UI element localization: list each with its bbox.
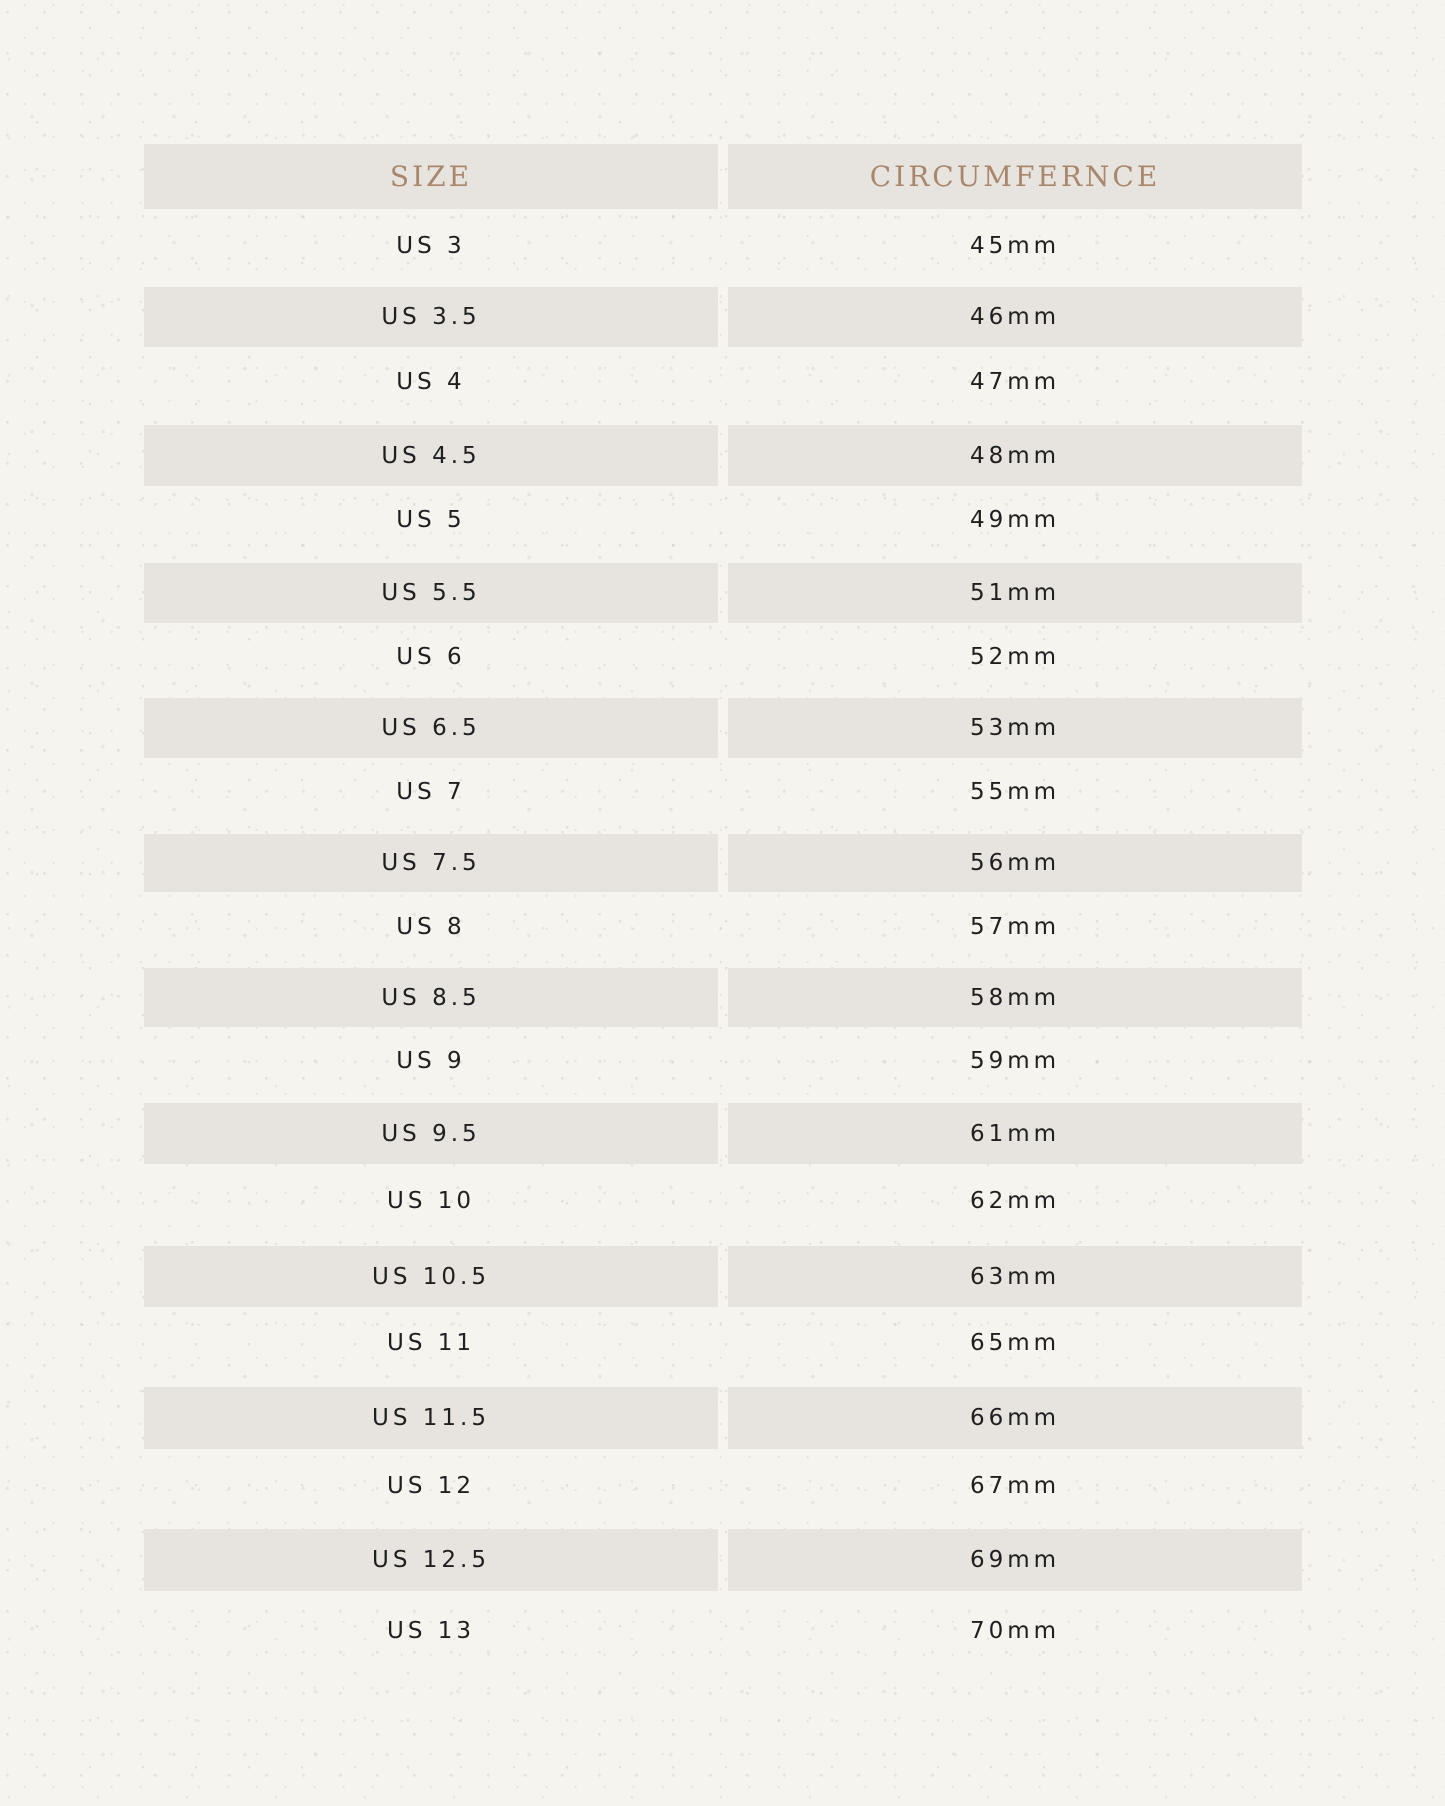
circumference-cell: 69mm bbox=[728, 1529, 1302, 1591]
circumference-cell: 52mm bbox=[969, 644, 1061, 670]
table-header bbox=[144, 144, 1302, 209]
size-cell: US 11 bbox=[386, 1330, 475, 1356]
size-cell: US 10 bbox=[386, 1188, 475, 1214]
ring-size-table bbox=[144, 144, 1302, 1670]
circumference-cell: 55mm bbox=[969, 779, 1061, 805]
circumference-cell: 66mm bbox=[728, 1387, 1302, 1449]
circumference-cell: 70mm bbox=[969, 1617, 1061, 1644]
circumference-cell: 47mm bbox=[969, 368, 1061, 395]
size-cell: US 7.5 bbox=[144, 834, 718, 892]
table-row bbox=[144, 758, 1302, 826]
table-row bbox=[144, 1449, 1302, 1522]
circumference-cell: 59mm bbox=[969, 1048, 1061, 1074]
table-row bbox=[144, 1246, 1302, 1307]
circumference-cell: 46mm bbox=[728, 287, 1302, 347]
table-row bbox=[144, 563, 1302, 623]
circumference-cell: 67mm bbox=[969, 1472, 1061, 1499]
size-cell: US 7 bbox=[396, 779, 466, 805]
size-cell: US 3 bbox=[396, 232, 466, 259]
table-row bbox=[144, 1529, 1302, 1591]
size-cell: US 9.5 bbox=[144, 1103, 718, 1164]
size-cell: US 12.5 bbox=[144, 1529, 718, 1591]
table-row bbox=[144, 486, 1302, 553]
table-row bbox=[144, 1027, 1302, 1095]
size-cell: US 5.5 bbox=[144, 563, 718, 623]
table-row bbox=[144, 834, 1302, 892]
table-row bbox=[144, 1164, 1302, 1238]
table-row bbox=[144, 1307, 1302, 1379]
table-row bbox=[144, 1591, 1302, 1670]
size-cell: US 4 bbox=[396, 368, 466, 395]
circumference-cell: 53mm bbox=[728, 698, 1302, 758]
size-cell: US 8 bbox=[396, 913, 466, 940]
size-cell: US 10.5 bbox=[144, 1246, 718, 1307]
circumference-cell: 57mm bbox=[969, 913, 1061, 940]
circumference-cell: 62mm bbox=[969, 1188, 1061, 1214]
circumference-cell: 61mm bbox=[728, 1103, 1302, 1164]
size-cell: US 13 bbox=[386, 1617, 475, 1644]
size-cell: US 8.5 bbox=[144, 968, 718, 1027]
size-cell: US 6 bbox=[396, 644, 466, 670]
table-row bbox=[144, 1103, 1302, 1164]
circumference-cell: 63mm bbox=[728, 1246, 1302, 1307]
table-row bbox=[144, 347, 1302, 416]
table-row bbox=[144, 209, 1302, 282]
size-cell: US 4.5 bbox=[144, 425, 718, 486]
size-cell: US 6.5 bbox=[144, 698, 718, 758]
circumference-cell: 45mm bbox=[969, 232, 1061, 259]
table-row bbox=[144, 1387, 1302, 1449]
size-cell: US 3.5 bbox=[144, 287, 718, 347]
header-size: SIZE bbox=[144, 144, 718, 209]
table-row bbox=[144, 425, 1302, 486]
table-row bbox=[144, 287, 1302, 347]
circumference-cell: 56mm bbox=[728, 834, 1302, 892]
circumference-cell: 51mm bbox=[728, 563, 1302, 623]
table-row bbox=[144, 968, 1302, 1027]
size-cell: US 5 bbox=[396, 506, 466, 533]
circumference-cell: 65mm bbox=[969, 1330, 1061, 1356]
circumference-cell: 58mm bbox=[728, 968, 1302, 1027]
table-row bbox=[144, 892, 1302, 961]
size-cell: US 11.5 bbox=[144, 1387, 718, 1449]
circumference-cell: 49mm bbox=[969, 506, 1061, 533]
size-cell: US 12 bbox=[386, 1472, 475, 1499]
circumference-cell: 48mm bbox=[728, 425, 1302, 486]
header-circumference: CIRCUMFERNCE bbox=[728, 144, 1302, 209]
table-row bbox=[144, 623, 1302, 691]
size-cell: US 9 bbox=[396, 1048, 466, 1074]
table-row bbox=[144, 698, 1302, 758]
